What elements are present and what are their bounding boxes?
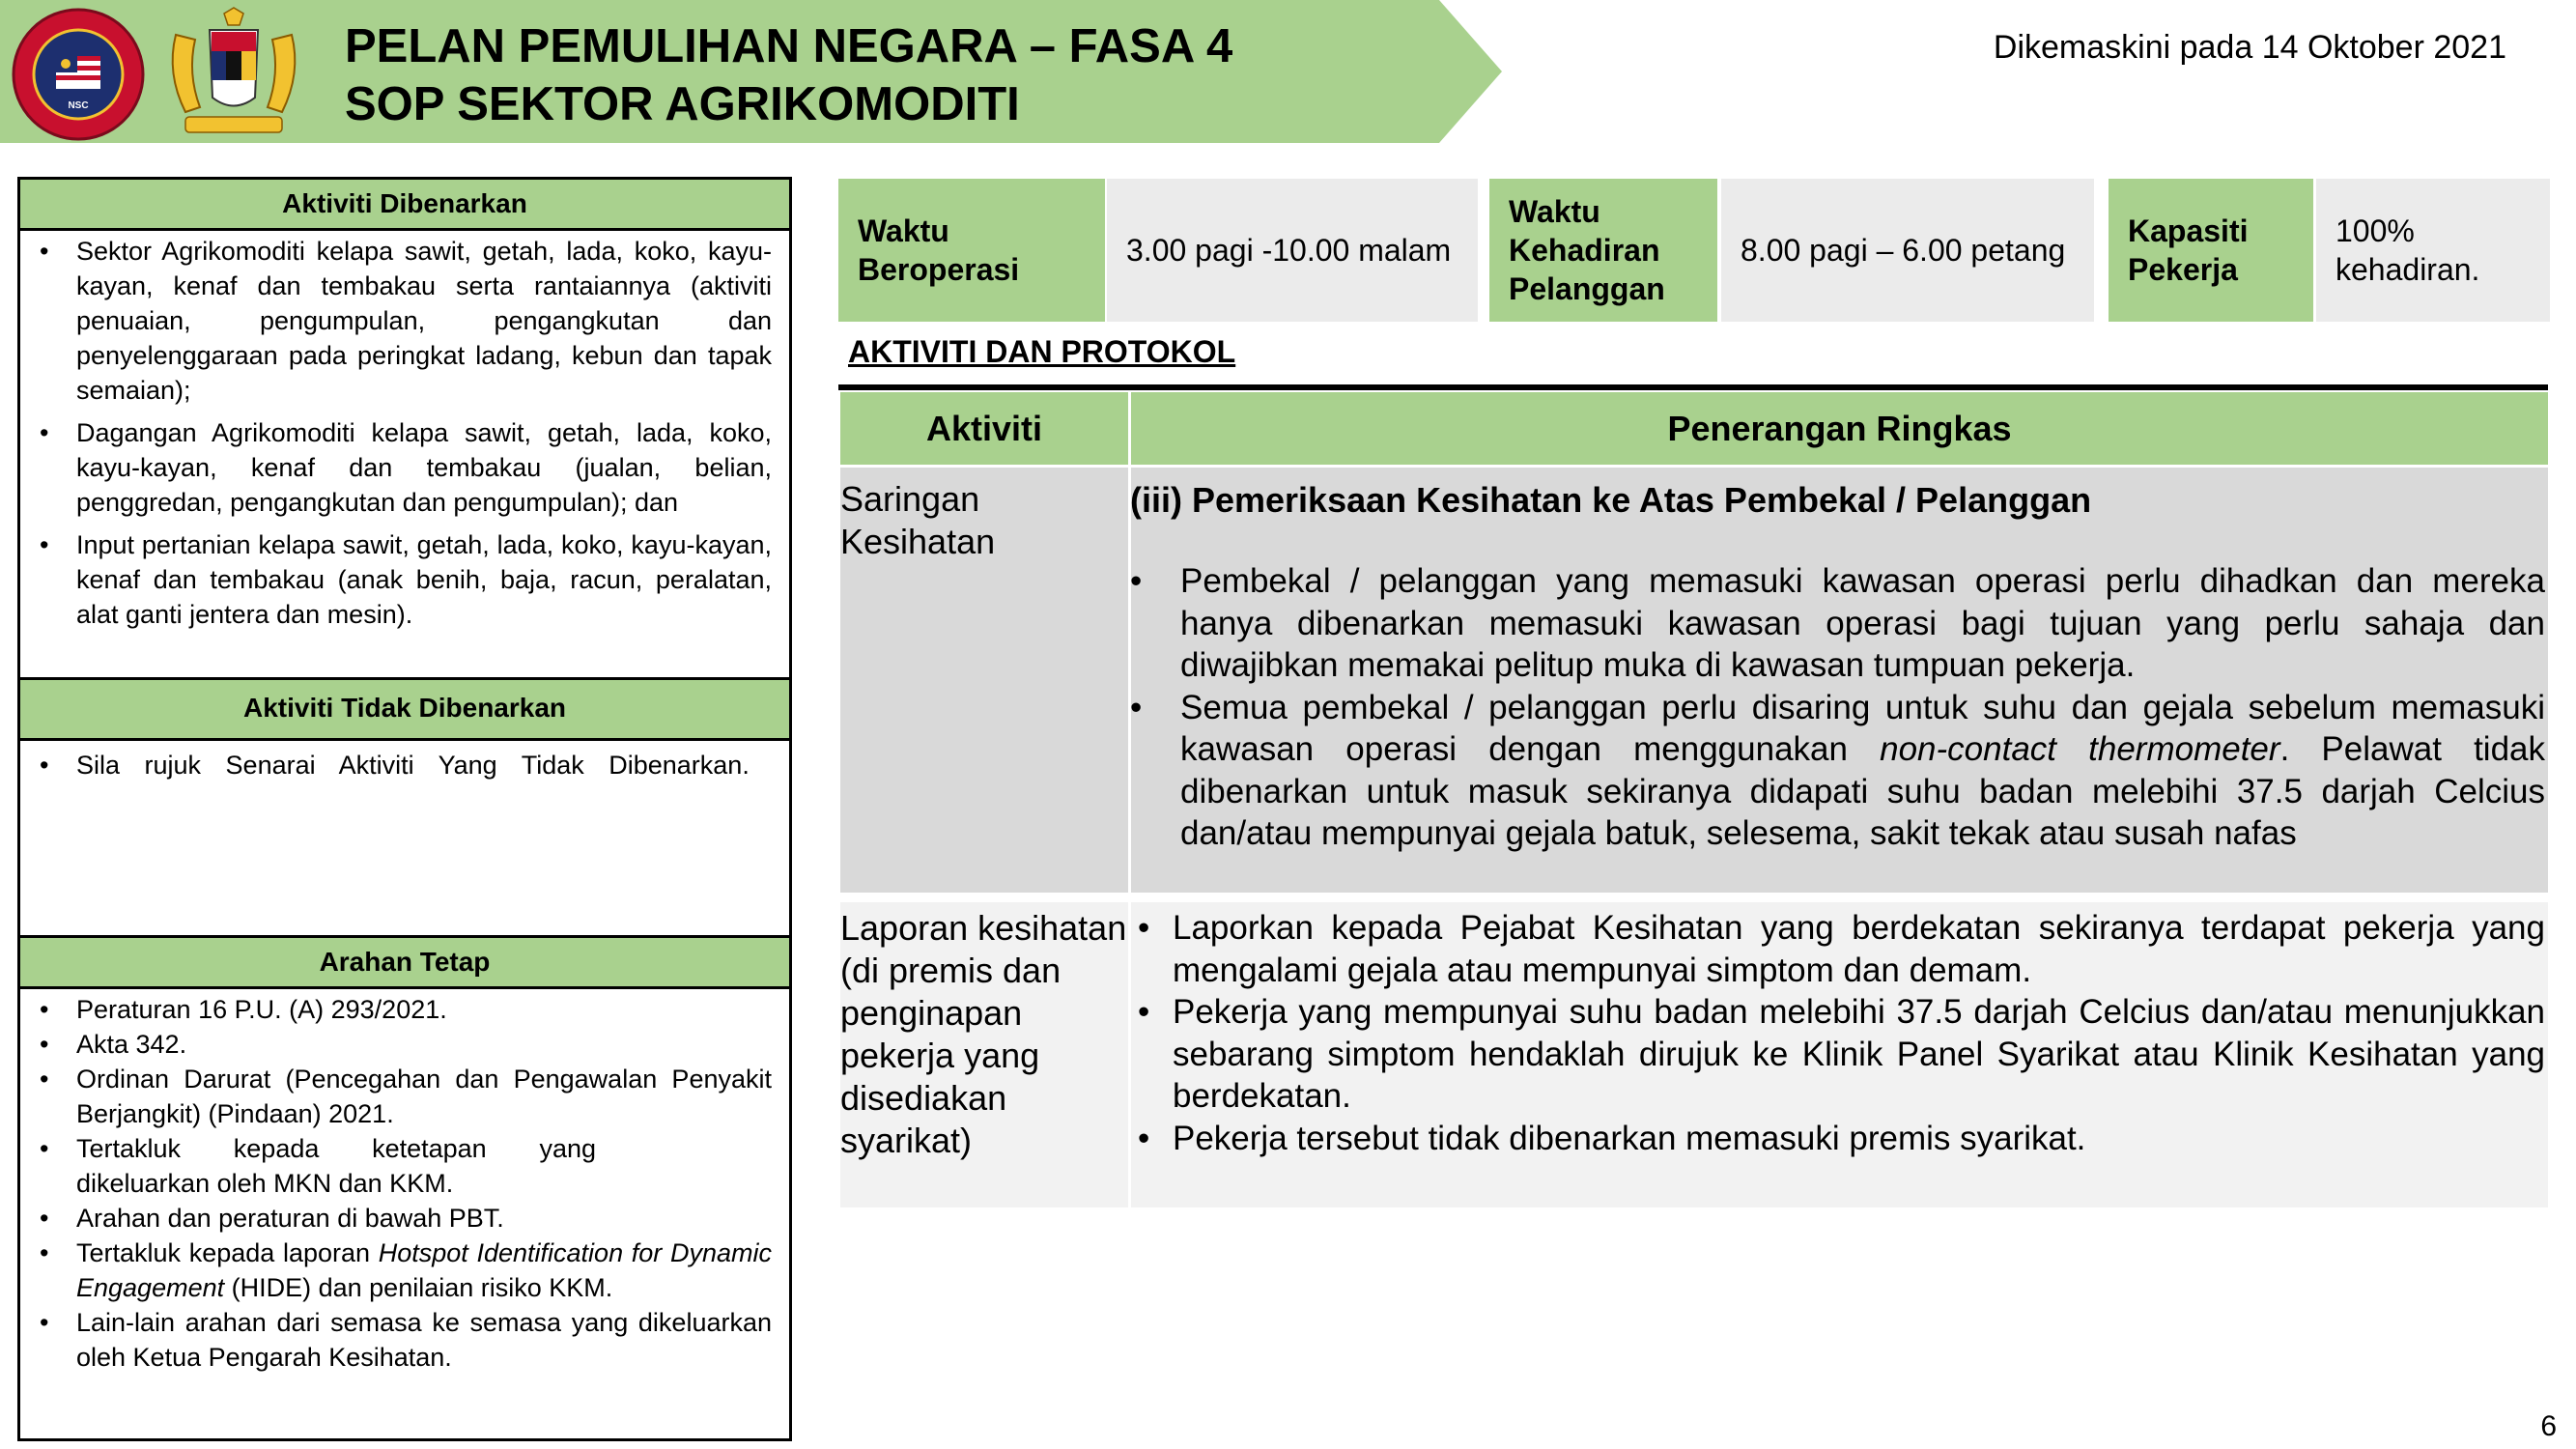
operating-hours-value: 3.00 pagi -10.00 malam <box>1107 179 1478 322</box>
directives-list <box>20 992 789 1375</box>
nsc-logo <box>8 8 149 141</box>
list-item: • Laporkan kepada Pejabat Kesihatan yang berdekatan sekiranya terdapat pekerja yang mengalami gejala atau mempunyai simptom dan demam. <box>1138 907 2545 991</box>
col-header-activity: Aktiviti <box>840 392 1128 465</box>
list-item: • Input pertanian kelapa sawit, getah, lada, koko, kayu-kayan, kenaf dan tembakau (anak benih, baja, racun, peralatan, alat ganti jentera dan mesin). <box>20 527 789 632</box>
not-allowed-heading: Aktiviti Tidak Dibenarkan <box>17 677 792 741</box>
list-item: • Peraturan 16 P.U. (A) 293/2021. <box>20 992 789 1027</box>
allowed-activities-heading: Aktiviti Dibenarkan <box>17 177 792 231</box>
list-item: • Arahan dan peraturan di bawah PBT. <box>20 1201 789 1236</box>
allowed-activities-box <box>17 228 792 680</box>
list-item: • Semua pembekal / pelanggan perlu disaring untuk suhu dan gejala sebelum memasuki kawasan operasi dengan menggunakan non-contact thermometer. Pelawat tidak dibenarkan untuk masuk sekiranya didapati suhu badan melebihi 37.5 darjah Celcius dan/atau mempunyai gejala batuk, selesema, sakit tekak atau susah nafas <box>1130 687 2545 855</box>
list-item: • Pekerja yang mempunyai suhu badan melebihi 37.5 darjah Celcius dan/atau menunjukkan sebarang simptom hendaklah dirujuk ke Klinik Panel Syarikat atau Klinik Kesihatan yang berdekatan. <box>1138 991 2545 1118</box>
row2-activity: Laporan kesihatan (di premis dan penginapan pekerja yang disediakan syarikat) <box>840 908 1127 1160</box>
col-header-description: Penerangan Ringkas <box>1131 392 2548 465</box>
customer-hours-label: Waktu Kehadiran Pelanggan <box>1489 179 1717 322</box>
directives-heading: Arahan Tetap <box>17 935 792 989</box>
svg-text:NSC: NSC <box>68 100 89 111</box>
list-item: • Sektor Agrikomoditi kelapa sawit, getah, lada, koko, kayu-kayan, kenaf dan tembakau serta rantaiannya (aktiviti penuaian, pengumpulan, pengangkutan dan penyelenggaraan pada peringkat ladang, kebun dan tapak semaian); <box>20 234 789 408</box>
list-item: • Lain-lain arahan dari semasa ke semasa yang dikeluarkan oleh Ketua Pengarah Kesihatan. <box>20 1305 789 1375</box>
page-title <box>345 17 1232 133</box>
capacity-label: Kapasiti Pekerja <box>2109 179 2313 322</box>
list-item: • Ordinan Darurat (Pencegahan dan Pengawalan Penyakit Berjangkit) (Pindaan) 2021. <box>20 1062 789 1131</box>
list-item: • Pekerja tersebut tidak dibenarkan memasuki premis syarikat. <box>1138 1118 2545 1160</box>
allowed-activities-list <box>20 234 789 632</box>
jata-negara-logo <box>156 6 311 141</box>
protocol-rule <box>838 384 2548 390</box>
updated-date: Dikemaskini pada 14 Oktober 2021 <box>1993 29 2506 66</box>
directives-box <box>17 986 792 1441</box>
operating-hours-label: Waktu Beroperasi <box>838 179 1105 322</box>
not-allowed-list <box>20 748 789 782</box>
not-allowed-box <box>17 738 792 938</box>
row2-bullets <box>1138 907 2545 1159</box>
list-item: • Sila rujuk Senarai Aktiviti Yang Tidak Dibenarkan. <box>20 748 789 782</box>
customer-hours-value: 8.00 pagi – 6.00 petang <box>1721 179 2094 322</box>
row1-bullets <box>1130 560 2545 855</box>
list-item: • Tertakluk kepada laporan Hotspot Identification for Dynamic Engagement (HIDE) dan penilaian risiko KKM. <box>20 1236 789 1305</box>
list-item: • Pembekal / pelanggan yang memasuki kawasan operasi perlu dihadkan dan mereka hanya dibenarkan memasuki kawasan operasi bagi tujuan yang perlu sahaja dan diwajibkan memakai pelitup muka di kawasan tumpuan pekerja. <box>1130 560 2545 687</box>
list-item: • Akta 342. <box>20 1027 789 1062</box>
row1-title: (iii) Pemeriksaan Kesihatan ke Atas Pembekal / Pelanggan <box>1130 480 2092 520</box>
title-line-2: SOP SEKTOR AGRIKOMODITI <box>345 78 1020 130</box>
capacity-value: 100% kehadiran. <box>2316 179 2550 322</box>
list-item: • Tertakluk kepada ketetapan yang dikeluarkan oleh MKN dan KKM. <box>20 1131 789 1201</box>
title-line-1: PELAN PEMULIHAN NEGARA – FASA 4 <box>345 20 1233 72</box>
protocol-heading: AKTIVITI DAN PROTOKOL <box>848 334 1236 369</box>
list-item: • Dagangan Agrikomoditi kelapa sawit, getah, lada, koko, kayu-kayan, kenaf dan tembakau (jualan, belian, penggredan, pengangkutan dan pengumpulan); dan <box>20 415 789 520</box>
page-number: 6 <box>2540 1410 2557 1442</box>
row1-activity: Saringan Kesihatan <box>840 479 996 561</box>
